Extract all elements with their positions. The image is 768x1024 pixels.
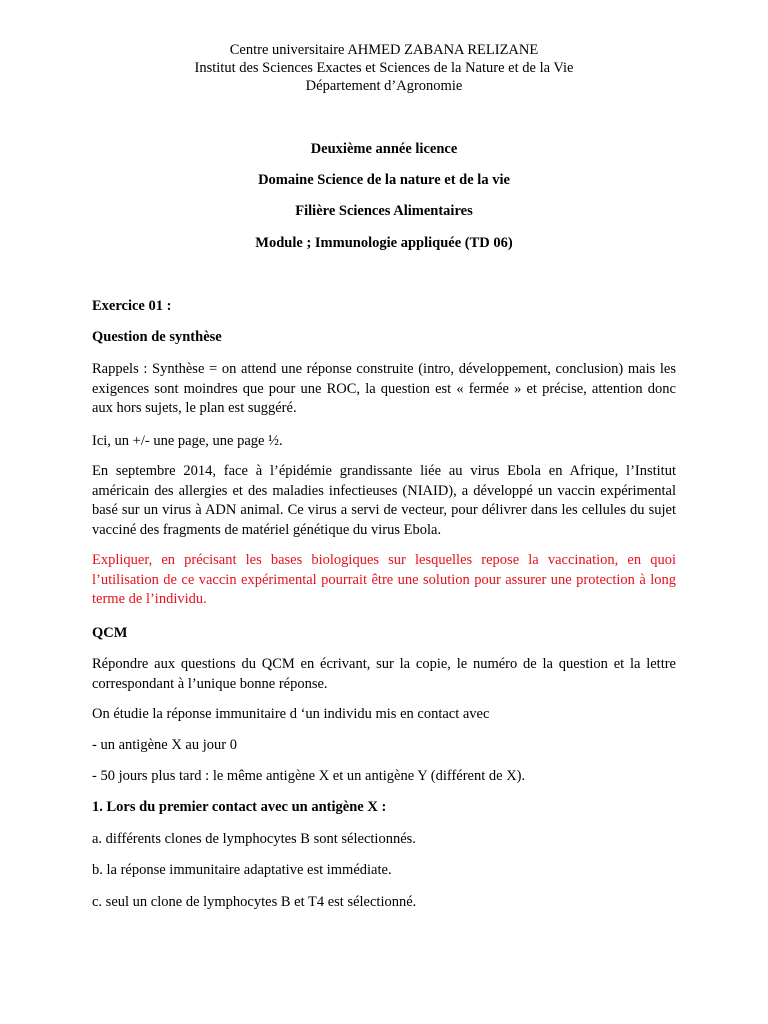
title-domain: Domaine Science de la nature et de la vie xyxy=(258,172,510,188)
synthesis-question: Expliquer, en précisant les bases biologiques sur lesquelles repose la vaccination, en quoi l’utilisation de ce vaccin expérimental pourrait être une solution pour assurer une protection à long terme de l’individu. xyxy=(92,552,676,607)
qcm-instructions: Répondre aux questions du QCM en écrivant, sur la copie, le numéro de la question et la lettre correspondant à l’unique bonne réponse. xyxy=(92,656,676,692)
question-1-option-b: b. la réponse immunitaire adaptative est immédiate. xyxy=(92,862,392,878)
reminder-paragraph: Rappels : Synthèse = on attend une réponse construite (intro, développement, conclusion) mais les exigences sont moindres que pour une ROC, la question est « fermée » et précise, attention donc aux hors sujets, le plan est suggéré. xyxy=(92,361,676,416)
institution-header xyxy=(0,41,768,95)
synthesis-heading: Question de synthèse xyxy=(92,329,222,345)
context-paragraph: En septembre 2014, face à l’épidémie grandissante liée au virus Ebola en Afrique, l’Institut américain des allergies et des maladies infectieuses (NIAID), a développé un vaccin expérimental basé sur un virus à ADN animal. Ce virus a servi de vecteur, pour délivrer dans les cellules du sujet vacciné des fragments de matériel génétique du virus Ebola. xyxy=(92,463,676,538)
qcm-heading: QCM xyxy=(92,625,128,641)
header-department: Département d’Agronomie xyxy=(305,78,463,94)
header-institute: Institut des Sciences Exactes et Sciences de la Nature et de la Vie xyxy=(194,60,574,76)
question-1-option-a: a. différents clones de lymphocytes B sont sélectionnés. xyxy=(92,831,416,847)
length-note: Ici, un +/- une page, une page ½. xyxy=(92,433,283,449)
title-field: Filière Sciences Alimentaires xyxy=(295,203,473,219)
header-university: Centre universitaire AHMED ZABANA RELIZANE xyxy=(229,42,539,58)
exercise-heading: Exercice 01 : xyxy=(92,298,172,314)
qcm-bullet-2: - 50 jours plus tard : le même antigène X et un antigène Y (différent de X). xyxy=(92,768,526,784)
title-year: Deuxième année licence xyxy=(310,141,458,157)
qcm-bullet-1: - un antigène X au jour 0 xyxy=(92,737,237,753)
qcm-study-intro: On étudie la réponse immunitaire d ‘un individu mis en contact avec xyxy=(92,706,490,722)
title-module: Module ; Immunologie appliquée (TD 06) xyxy=(255,235,513,251)
question-1-option-c: c. seul un clone de lymphocytes B et T4 est sélectionné. xyxy=(92,894,417,910)
question-1: 1. Lors du premier contact avec un antigène X : xyxy=(92,799,387,815)
